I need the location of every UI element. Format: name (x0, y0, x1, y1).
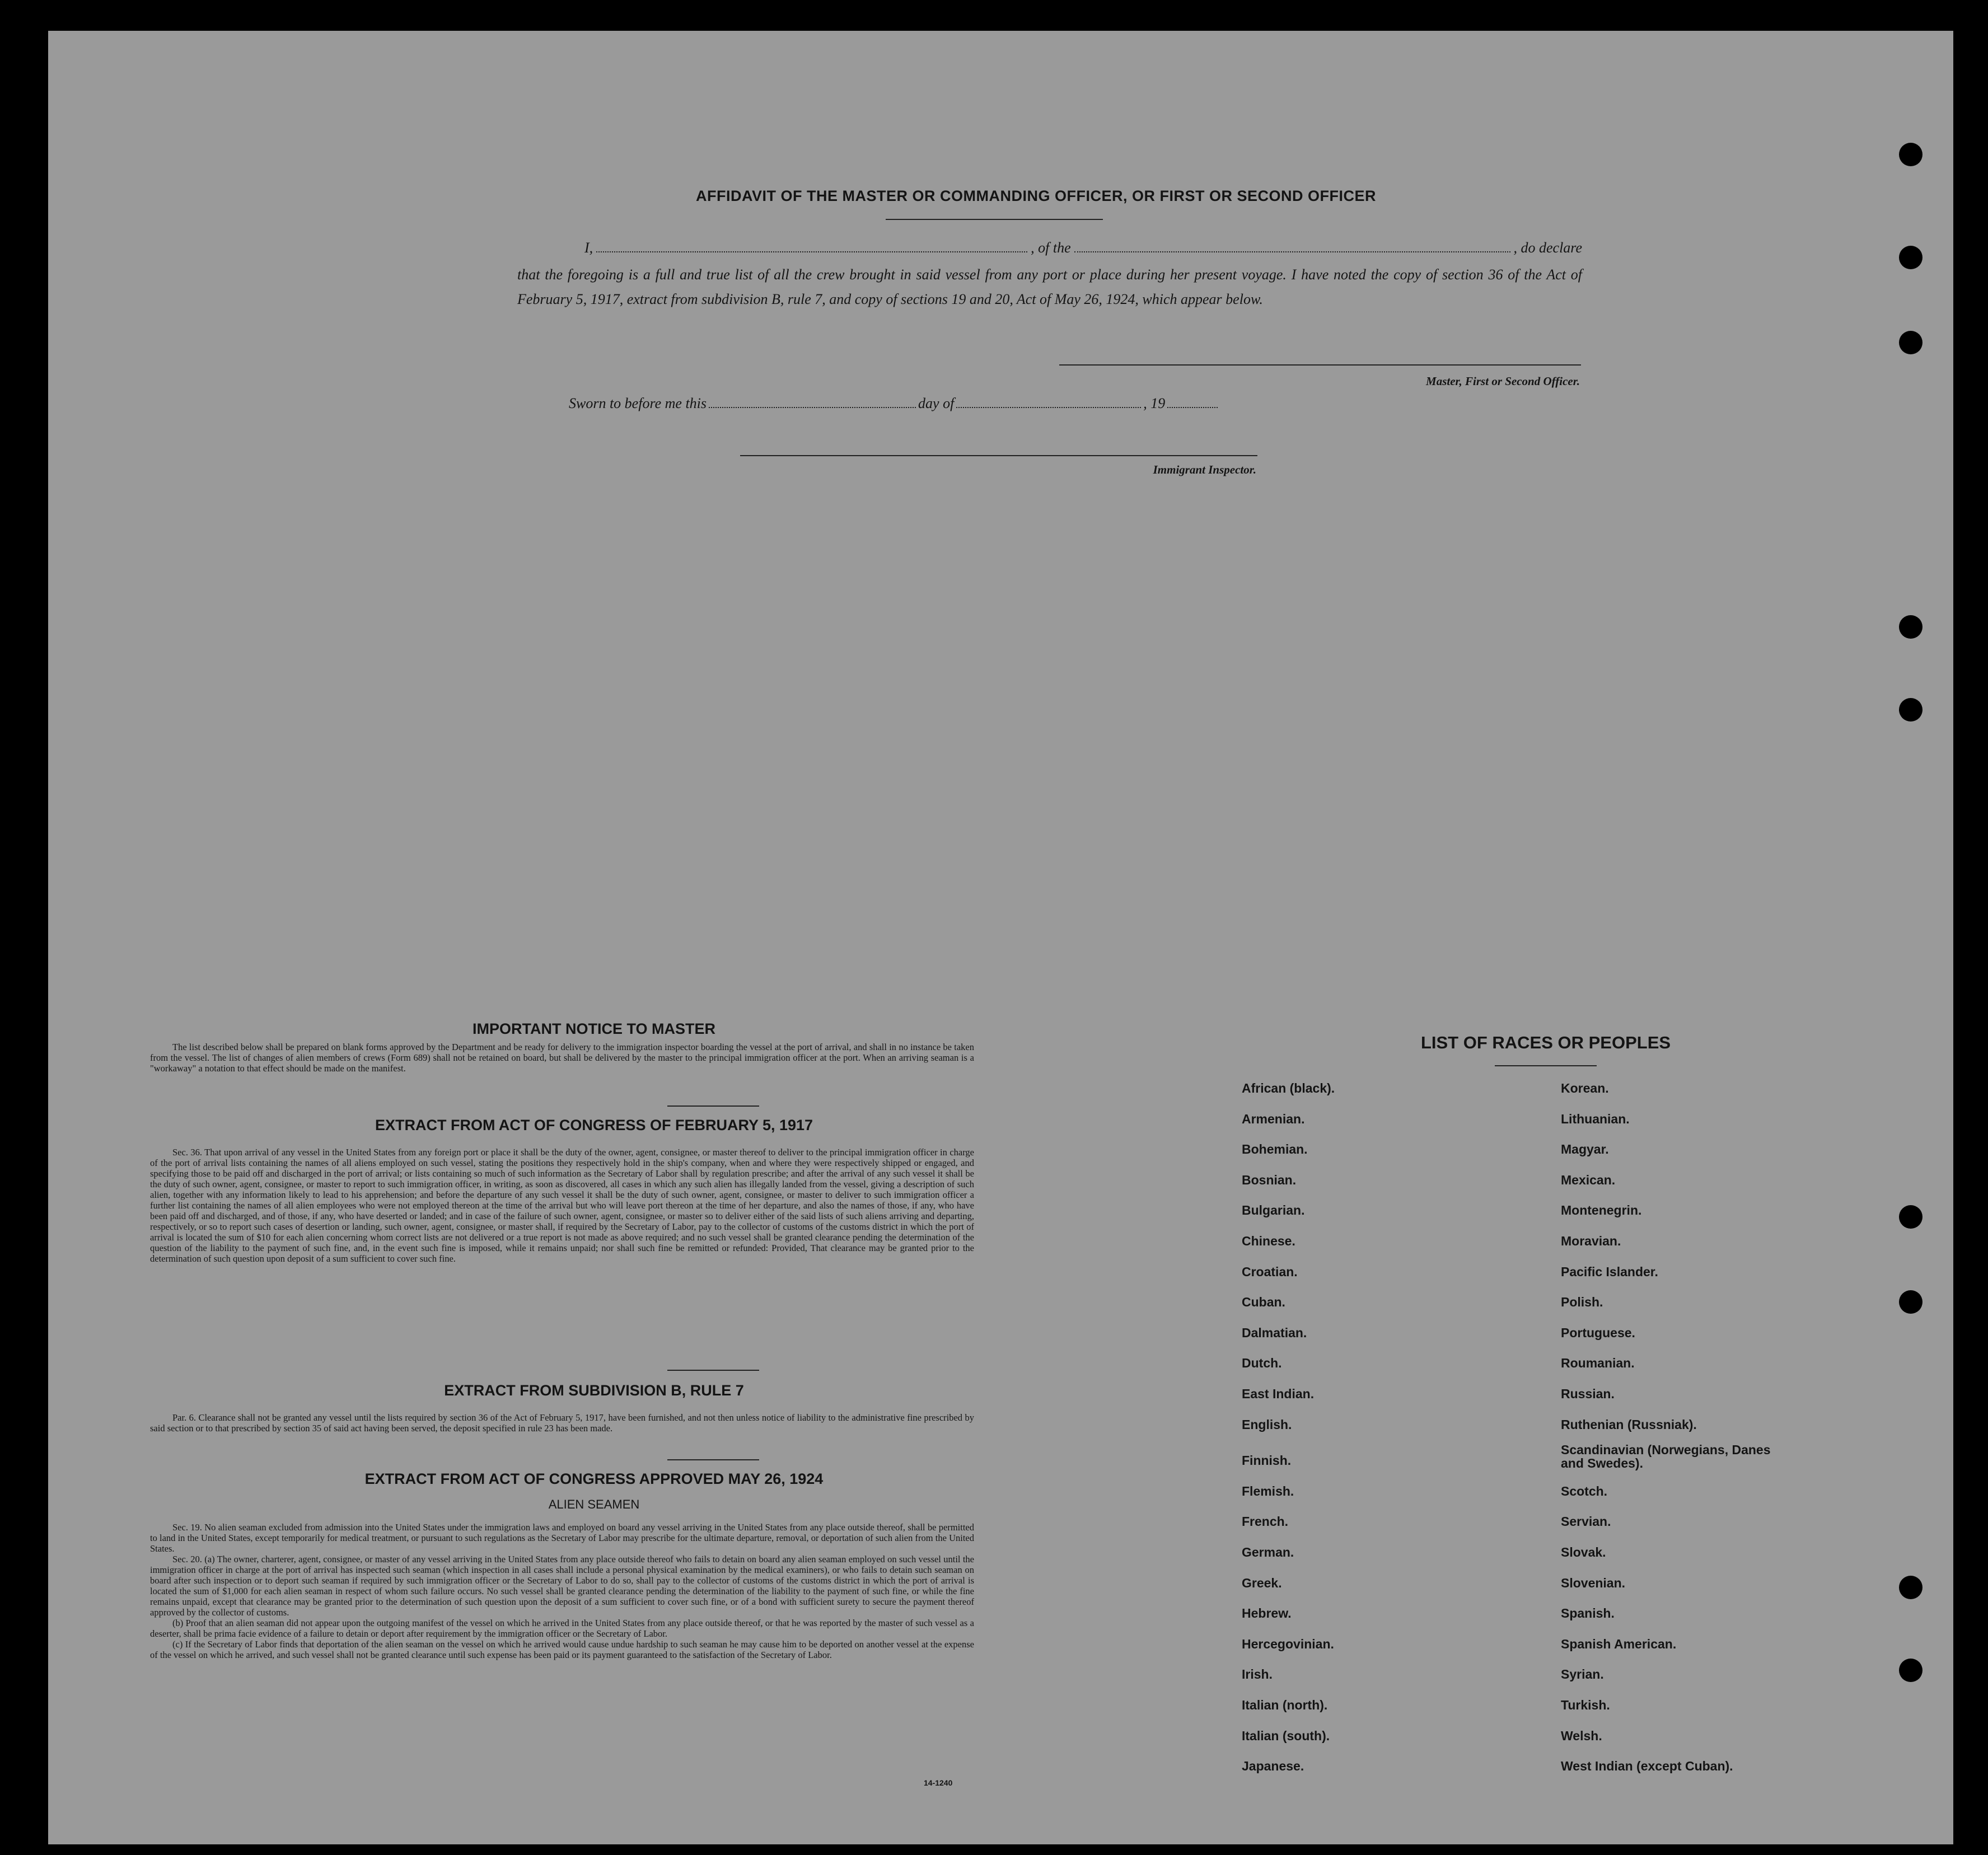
extract-1917-body (150, 1147, 974, 1264)
race-item: Chinese. (1242, 1234, 1295, 1248)
extract-rule7-heading: EXTRACT FROM SUBDIVISION B, RULE 7 (444, 1382, 744, 1399)
affidavit-title: AFFIDAVIT OF THE MASTER OR COMMANDING OFFICER, OR FIRST OR SECOND OFFICER (696, 188, 1376, 204)
sec20b-paragraph: (b) Proof that an alien seaman did not appear upon the outgoing manifest of the vessel on which he arrived in the United States from any place outside thereof, or that he was reported by the master of such vessel as a deserter, shall be prima facie evidence of a failure to detain or deport after requirement by the immigration officer or the Secretary of Labor. (150, 1618, 974, 1639)
race-item: Scandinavian (Norwegians, Danes and Swedes). (1561, 1442, 1771, 1471)
punch-hole (1899, 698, 1922, 722)
race-item: Slovenian. (1561, 1575, 1626, 1590)
race-item: East Indian. (1242, 1386, 1315, 1401)
name-blank[interactable] (596, 239, 1027, 252)
affidavit-line-mid: , of the (1031, 240, 1071, 256)
punch-hole (1899, 1659, 1922, 1682)
race-item: Spanish American. (1561, 1636, 1677, 1651)
sec20a-paragraph: Sec. 20. (a) The owner, charterer, agent, consignee, or master of any vessel arriving in the United States from any place outside thereof who fails to detain on board any alien seaman employed on such vessel until the immigration officer in charge at the port of arrival has inspected such seaman (which inspection in all cases shall include a personal physical examination by the medical examiners), or who fails to detain such seaman on board after such inspection or to deport such seaman if required by such immigration officer or the Secretary of Labor to do so, shall pay to the collector of customs of the customs district in which the port of arrival is located the sum of $1,000 for each alien seaman in respect of whom such failure occurs. No such vessel shall be granted clearance pending the determination of the liability to the payment of such fine, or while the fine remains unpaid, except that clearance may be granted prior to the determination of such question upon the deposit of a sum sufficient to cover such fine, or of a bond with sufficient surety to secure the payment thereof approved by the collector of customs. (150, 1554, 974, 1618)
race-item: Greek. (1242, 1575, 1282, 1590)
race-item: Pacific Islander. (1561, 1264, 1658, 1279)
affidavit-declaration-line (584, 239, 1582, 256)
signature-label: Master, First or Second Officer. (1426, 374, 1580, 388)
extract-1917-paragraph: Sec. 36. That upon arrival of any vessel in the United States from any foreign port or place it shall be the duty of the owner, agent, consignee, or master thereof to deliver to the principal immigration officer in charge of the port of arrival lists containing the names of all aliens employed on such vessel, stating the positions they respectively hold in the ship's company, when and where they were respectively shipped or engaged, and specifying those to be paid off and discharged in the port of arrival; or lists containing so much of such information as the Secretary of Labor shall by regulation prescribe; and after the arrival of any such vessel it shall be the duty of such owner, agent, consignee, or master to report to such immigration officer, in writing, as soon as discovered, all cases in which any such alien has illegally landed from the vessel, giving a description of such alien, together with any information likely to lead to his apprehension; and before the departure of any such vessel it shall be the duty of such owner, agent, consignee, or master to deliver to such immigration officer a further list containing the names of all alien employees who were not employed thereon at the time of the arrival but who will leave port thereon at the time of her departure, and also the names of those, if any, who have been paid off and discharged, and of those, if any, who have deserted or landed; and in case of the failure of such owner, agent, consignee, or master so to deliver either of the said lists of such aliens arriving and departing, respectively, or so to report such cases of desertion or landing, such owner, agent, consignee, or master shall, if required by the Secretary of Labor, pay to the collector of customs of the customs district in which the port of arrival is located the sum of $10 for each alien concerning whom correct lists are not delivered or a true report is not made as above required; and no such vessel shall be granted clearance pending the determination of the question of the liability to the payment of such fine, and, in the event such fine is imposed, while it remains unpaid; nor shall such fine be remitted or refunded: Provided, That clearance may be granted prior to the determination of such question upon deposit of a sum sufficient to cover such fine. (150, 1147, 974, 1264)
notice-paragraph: The list described below shall be prepared on blank forms approved by the Department and be ready for delivery to the immigration inspector boarding the vessel at the port of arrival, and shall in no instance be taken from the vessel. The list of changes of alien members of crews (Form 689) shall not be retained on board, but shall be delivered by the master to the principal immigration officer at the port. When an arriving seaman is a "workaway" a notation to that effect should be made on the manifest. (150, 1042, 974, 1074)
race-item: Syrian. (1561, 1667, 1604, 1682)
punch-hole (1899, 331, 1922, 354)
punch-hole (1899, 143, 1922, 166)
race-item: Italian (north). (1242, 1698, 1328, 1712)
race-item: African (black). (1242, 1081, 1335, 1095)
race-item: Hercegovinian. (1242, 1636, 1334, 1651)
extract-1924-body (150, 1522, 974, 1660)
punch-hole (1899, 1205, 1922, 1229)
sec19-paragraph: Sec. 19. No alien seaman excluded from admission into the United States under the immigration laws and employed on board any vessel arriving in the United States from any place outside thereof, shall be permitted to land in the United States, except temporarily for medical treatment, or pursuant to such regulations as the Secretary of Labor may prescribe for the ultimate departure, removal, or deportation of such alien from the United States. (150, 1522, 974, 1554)
affidavit-line-start: I, (584, 240, 593, 256)
race-item: Italian (south). (1242, 1728, 1330, 1743)
race-item: Magyar. (1561, 1142, 1609, 1157)
race-item: Lithuanian. (1561, 1111, 1630, 1126)
extract-rule7-paragraph: Par. 6. Clearance shall not be granted any vessel until the lists required by section 36 of the Act of February 5, 1917, have been furnished, and not then unless notice of liability to the administrative fine prescribed by said section or to that prescribed by section 35 of said act having been served, the deposit specified in rule 23 has been made. (150, 1412, 974, 1434)
race-item: Bosnian. (1242, 1172, 1297, 1187)
extract-1924-heading: EXTRACT FROM ACT OF CONGRESS APPROVED MAY 26, 1924 (364, 1470, 824, 1487)
race-item: Armenian. (1242, 1111, 1305, 1126)
divider (1495, 1065, 1597, 1066)
month-blank[interactable] (956, 395, 1141, 408)
punch-hole (1899, 1290, 1922, 1314)
extract-rule7-body (150, 1412, 974, 1434)
race-item: Polish. (1561, 1295, 1603, 1310)
race-item: Roumanian. (1561, 1356, 1635, 1371)
race-item: Welsh. (1561, 1728, 1602, 1743)
race-item: Mexican. (1561, 1172, 1616, 1187)
race-item: Croatian. (1242, 1264, 1298, 1279)
race-item: Montenegrin. (1561, 1203, 1642, 1218)
sworn-mid: day of (918, 395, 955, 411)
inspector-label: Immigrant Inspector. (1153, 463, 1256, 476)
punch-hole (1899, 615, 1922, 639)
race-item: Spanish. (1561, 1606, 1615, 1621)
punch-hole (1899, 246, 1922, 269)
notice-body (150, 1042, 974, 1074)
races-heading: LIST OF RACES OR PEOPLES (1420, 1033, 1671, 1052)
divider (667, 1459, 759, 1460)
race-item: Japanese. (1242, 1759, 1304, 1774)
race-item: Portuguese. (1561, 1325, 1635, 1340)
affidavit-body: that the foregoing is a full and true list of all the crew brought in said vessel from any port or place during her present voyage. I have noted the copy of section 36 of the Act of February 5, 1917, extract from subdivision B, rule 7, and copy of sections 19 and 20, Act of May 26, 1924, which appear below. (517, 266, 1582, 307)
punch-hole (1899, 1576, 1922, 1599)
race-item: Moravian. (1561, 1234, 1621, 1248)
form-number: 14-1240 (924, 1778, 953, 1787)
race-item: Scotch. (1561, 1483, 1608, 1498)
race-item: Irish. (1242, 1667, 1273, 1682)
sworn-start: Sworn to before me this (569, 395, 707, 411)
inspector-signature-line[interactable] (740, 455, 1257, 456)
race-item: German. (1242, 1545, 1294, 1559)
race-item: Bohemian. (1242, 1142, 1308, 1157)
paper-sheet (48, 31, 1953, 1844)
race-item: Bulgarian. (1242, 1203, 1305, 1218)
divider (886, 219, 1103, 220)
race-item: Turkish. (1561, 1698, 1610, 1712)
vessel-blank[interactable] (1074, 239, 1510, 252)
race-item: Ruthenian (Russniak). (1561, 1417, 1697, 1432)
race-item: Russian. (1561, 1386, 1615, 1401)
race-item: Hebrew. (1242, 1606, 1292, 1621)
race-item: Servian. (1561, 1514, 1611, 1529)
race-item: Korean. (1561, 1081, 1609, 1095)
sec20c-paragraph: (c) If the Secretary of Labor finds that deportation of the alien seaman on the vessel on which he arrived would cause undue hardship to such seaman he may cause him to be deported on another vessel at the expense of the vessel on which he arrived, and such vessel shall not be granted clearance until such expense has been paid or its payment guaranteed to the satisfaction of the Secretary of Labor. (150, 1639, 974, 1660)
race-item: Dutch. (1242, 1356, 1282, 1371)
sworn-line (569, 395, 1220, 412)
signature-line[interactable] (1059, 364, 1581, 366)
race-item: Cuban. (1242, 1295, 1285, 1310)
race-item: Flemish. (1242, 1483, 1294, 1498)
extract-1917-heading: EXTRACT FROM ACT OF CONGRESS OF FEBRUARY 5, 1917 (375, 1117, 813, 1133)
race-item: West Indian (except Cuban). (1561, 1759, 1733, 1774)
extract-1924-subheading: ALIEN SEAMEN (548, 1497, 640, 1511)
race-item: Finnish. (1242, 1453, 1292, 1468)
divider (667, 1105, 759, 1107)
race-item: French. (1242, 1514, 1289, 1529)
affidavit-line-end: , do declare (1513, 240, 1582, 256)
day-blank[interactable] (709, 395, 916, 408)
notice-heading: IMPORTANT NOTICE TO MASTER (473, 1020, 715, 1037)
divider (667, 1370, 759, 1371)
year-blank[interactable] (1167, 395, 1218, 408)
sworn-end: , 19 (1143, 395, 1166, 411)
race-item: Slovak. (1561, 1545, 1606, 1559)
race-item: English. (1242, 1417, 1292, 1432)
race-item: Dalmatian. (1242, 1325, 1307, 1340)
